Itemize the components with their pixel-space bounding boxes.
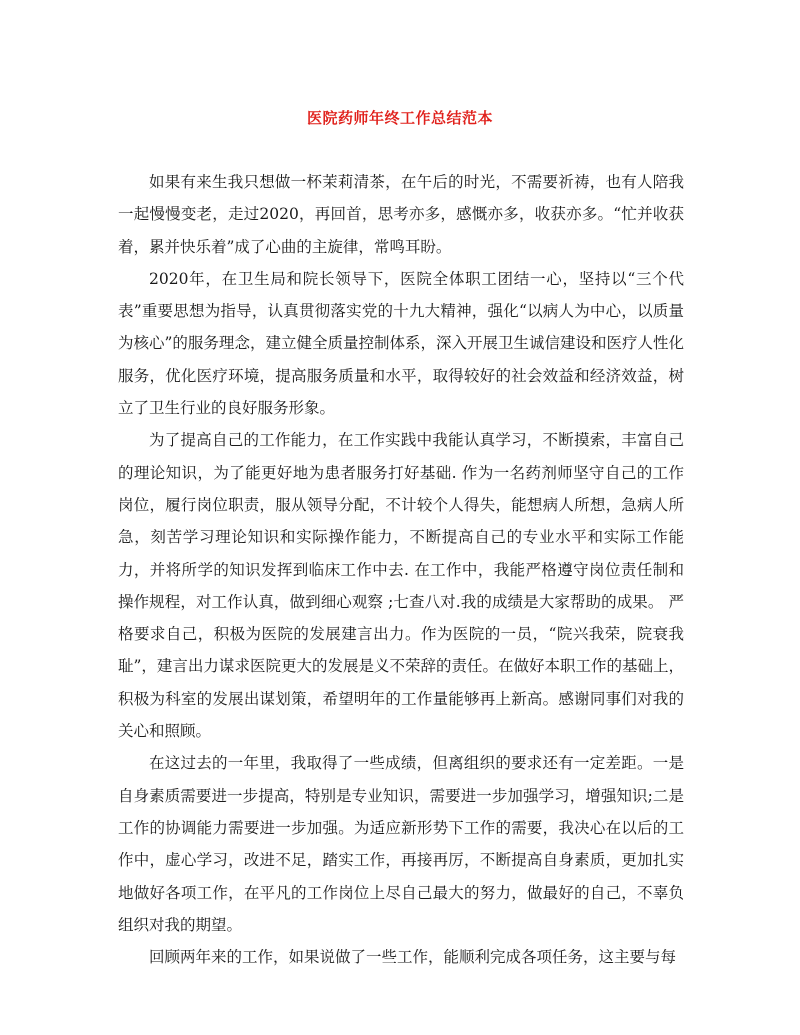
paragraph: 回顾两年来的工作，如果说做了一些工作，能顺利完成各项任务，这主要与每: [149, 948, 677, 967]
paragraph: 如果有来生我只想做一杯茉莉清茶，在午后的时光，不需要祈祷，也有人陪我一起慢慢变老，走过2020，再回首，思考亦多，感慨亦多，收获亦多。“忙并收获着，累并快乐着”成了心曲的主旋律，常鸣耳盼。: [118, 173, 684, 256]
document-title: 医院药师年终工作总结范本: [306, 109, 493, 127]
paragraph: 为了提高自己的工作能力，在工作实践中我能认真学习，不断摸索，丰富自己的理论知识，为了能更好地为患者服务打好基础. 作为一名药剂师坚守自己的工作岗位，履行岗位职责，服从领导分配，不计较个人得失，能想病人所想，急病人所急，刻苦学习理论知识和实际操作能力，不断提高自己的专业水平和实际工作能力，并将所学的知识发挥到临床工作中去. 在工作中，我能严格遵守岗位责任制和操作规程，对工作认真，做到细心观察 ;七查八对.我的成绩是大家帮助的成果。 严格要求自己，积极为医院的发展建言出力。作为医院的一员，“院兴我荣，院衰我耻”，建言出力谋求医院更大的发展是义不荣辞的责任。在做好本职工作的基础上，积极为科室的发展出谋划策，希望明年的工作量能够再上新高。感谢同事们对我的关心和照顾。: [118, 431, 684, 741]
paragraph: 2020年，在卫生局和院长领导下，医院全体职工团结一心，坚持以“三个代表”重要思想为指导，认真贯彻落实党的十九大精神，强化“以病人为中心，以质量为核心”的服务理念，建立健全质量控制体系，深入开展卫生诚信建设和医疗人性化服务，优化医疗环境，提高服务质量和水平，取得较好的社会效益和经济效益，树立了卫生行业的良好服务形象。: [118, 269, 684, 418]
document-body: [118, 166, 684, 973]
paragraph: 在这过去的一年里，我取得了一些成绩，但离组织的要求还有一定差距。一是自身素质需要进一步提高，特别是专业知识，需要进一步加强学习，增强知识;二是工作的协调能力需要进一步加强。为适应新形势下工作的需要，我决心在以后的工作中，虚心学习，改进不足，踏实工作，再接再厉，不断提高自身素质，更加扎实地做好各项工作，在平凡的工作岗位上尽自己最大的努力，做最好的自己，不辜负组织对我的期望。: [118, 754, 684, 934]
